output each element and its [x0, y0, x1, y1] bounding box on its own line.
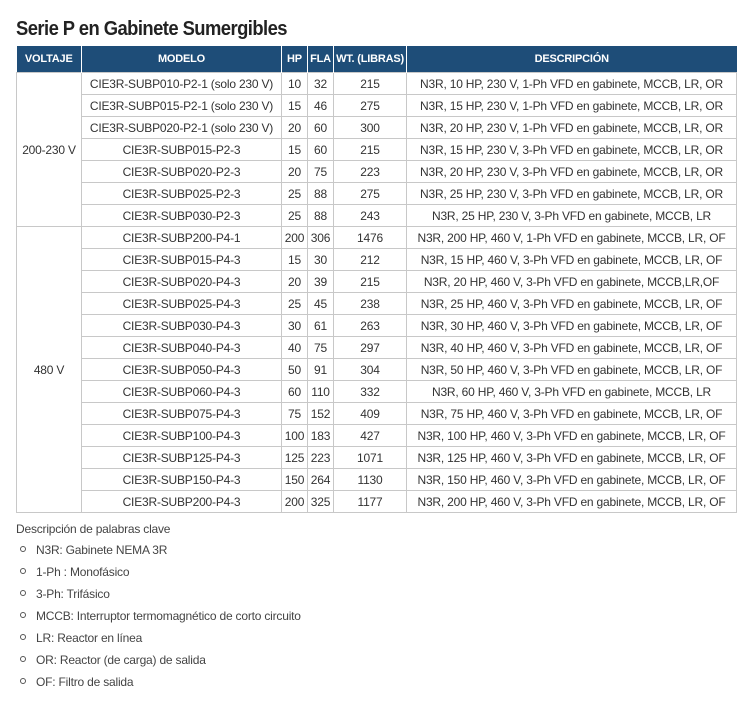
hp-cell: 200 [282, 227, 308, 249]
description-cell: N3R, 20 HP, 460 V, 3-Ph VFD en gabinete, MCCB,LR,OF [407, 271, 737, 293]
fla-cell: 39 [308, 271, 334, 293]
fla-cell: 88 [308, 183, 334, 205]
model-cell: CIE3R-SUBP025-P2-3 [82, 183, 282, 205]
weight-cell: 243 [334, 205, 407, 227]
description-cell: N3R, 200 HP, 460 V, 3-Ph VFD en gabinete, MCCB, LR, OF [407, 491, 737, 513]
fla-cell: 61 [308, 315, 334, 337]
legend-item-text: MCCB: Interruptor termomagnético de corto circuito [36, 609, 301, 623]
model-cell: CIE3R-SUBP015-P4-3 [82, 249, 282, 271]
header-voltaje: VOLTAJE [17, 46, 82, 73]
table-header-row [17, 46, 737, 73]
table-row [17, 183, 737, 205]
fla-cell: 264 [308, 469, 334, 491]
legend-item-text: 3-Ph: Trifásico [36, 587, 110, 601]
hp-cell: 30 [282, 315, 308, 337]
description-cell: N3R, 25 HP, 230 V, 3-Ph VFD en gabinete, MCCB, LR [407, 205, 737, 227]
weight-cell: 332 [334, 381, 407, 403]
description-cell: N3R, 60 HP, 460 V, 3-Ph VFD en gabinete, MCCB, LR [407, 381, 737, 403]
weight-cell: 409 [334, 403, 407, 425]
model-cell: CIE3R-SUBP060-P4-3 [82, 381, 282, 403]
hp-cell: 60 [282, 381, 308, 403]
fla-cell: 60 [308, 139, 334, 161]
hp-cell: 25 [282, 183, 308, 205]
bullet-circle-icon [20, 634, 26, 640]
weight-cell: 427 [334, 425, 407, 447]
page-title: Serie P en Gabinete Sumergibles [16, 18, 287, 40]
legend-item-text: N3R: Gabinete NEMA 3R [36, 543, 168, 557]
legend-item [16, 586, 736, 608]
description-cell: N3R, 100 HP, 460 V, 3-Ph VFD en gabinete, MCCB, LR, OF [407, 425, 737, 447]
description-cell: N3R, 150 HP, 460 V, 3-Ph VFD en gabinete, MCCB, LR, OF [407, 469, 737, 491]
bullet-circle-icon [20, 656, 26, 662]
hp-cell: 25 [282, 293, 308, 315]
header-fla: FLA [308, 46, 334, 73]
description-cell: N3R, 25 HP, 230 V, 3-Ph VFD en gabinete, MCCB, LR, OR [407, 183, 737, 205]
hp-cell: 75 [282, 403, 308, 425]
fla-cell: 60 [308, 117, 334, 139]
model-cell: CIE3R-SUBP075-P4-3 [82, 403, 282, 425]
model-cell: CIE3R-SUBP020-P2-1 (solo 230 V) [82, 117, 282, 139]
fla-cell: 32 [308, 73, 334, 95]
table-row [17, 491, 737, 513]
weight-cell: 275 [334, 183, 407, 205]
header-hp: HP [282, 46, 308, 73]
model-cell: CIE3R-SUBP030-P2-3 [82, 205, 282, 227]
fla-cell: 45 [308, 293, 334, 315]
hp-cell: 40 [282, 337, 308, 359]
fla-cell: 325 [308, 491, 334, 513]
description-cell: N3R, 10 HP, 230 V, 1-Ph VFD en gabinete, MCCB, LR, OR [407, 73, 737, 95]
header-modelo: MODELO [82, 46, 282, 73]
hp-cell: 15 [282, 249, 308, 271]
weight-cell: 238 [334, 293, 407, 315]
table-row [17, 447, 737, 469]
bullet-circle-icon [20, 678, 26, 684]
model-cell: CIE3R-SUBP200-P4-1 [82, 227, 282, 249]
table-row [17, 117, 737, 139]
table-body [17, 73, 737, 513]
weight-cell: 297 [334, 337, 407, 359]
legend-item [16, 608, 736, 630]
description-cell: N3R, 20 HP, 230 V, 1-Ph VFD en gabinete, MCCB, LR, OR [407, 117, 737, 139]
weight-cell: 275 [334, 95, 407, 117]
table-row [17, 161, 737, 183]
header-weight: WT. (LIBRAS) [334, 46, 407, 73]
legend-item-text: OF: Filtro de salida [36, 675, 134, 689]
description-cell: N3R, 25 HP, 460 V, 3-Ph VFD en gabinete, MCCB, LR, OF [407, 293, 737, 315]
table-row [17, 95, 737, 117]
legend-item [16, 652, 736, 674]
model-cell: CIE3R-SUBP015-P2-3 [82, 139, 282, 161]
table-row [17, 315, 737, 337]
hp-cell: 200 [282, 491, 308, 513]
table-row [17, 73, 737, 95]
weight-cell: 215 [334, 271, 407, 293]
table-row [17, 337, 737, 359]
weight-cell: 1476 [334, 227, 407, 249]
model-cell: CIE3R-SUBP050-P4-3 [82, 359, 282, 381]
description-cell: N3R, 30 HP, 460 V, 3-Ph VFD en gabinete, MCCB, LR, OF [407, 315, 737, 337]
weight-cell: 215 [334, 139, 407, 161]
weight-cell: 263 [334, 315, 407, 337]
description-cell: N3R, 20 HP, 230 V, 3-Ph VFD en gabinete, MCCB, LR, OR [407, 161, 737, 183]
hp-cell: 50 [282, 359, 308, 381]
table-row [17, 403, 737, 425]
hp-cell: 20 [282, 271, 308, 293]
weight-cell: 1130 [334, 469, 407, 491]
hp-cell: 150 [282, 469, 308, 491]
description-cell: N3R, 125 HP, 460 V, 3-Ph VFD en gabinete, MCCB, LR, OF [407, 447, 737, 469]
product-table [16, 46, 737, 513]
legend-item [16, 674, 736, 696]
legend-item [16, 542, 736, 564]
fla-cell: 75 [308, 337, 334, 359]
legend-item-text: LR: Reactor en línea [36, 631, 143, 645]
model-cell: CIE3R-SUBP040-P4-3 [82, 337, 282, 359]
table-row [17, 425, 737, 447]
hp-cell: 15 [282, 95, 308, 117]
legend-item-text: 1-Ph : Monofásico [36, 565, 130, 579]
description-cell: N3R, 15 HP, 460 V, 3-Ph VFD en gabinete, MCCB, LR, OF [407, 249, 737, 271]
model-cell: CIE3R-SUBP030-P4-3 [82, 315, 282, 337]
legend-item [16, 630, 736, 652]
description-cell: N3R, 15 HP, 230 V, 1-Ph VFD en gabinete, MCCB, LR, OR [407, 95, 737, 117]
weight-cell: 304 [334, 359, 407, 381]
hp-cell: 20 [282, 117, 308, 139]
table-row [17, 293, 737, 315]
legend-item-text: OR: Reactor (de carga) de salida [36, 653, 206, 667]
weight-cell: 215 [334, 73, 407, 95]
fla-cell: 223 [308, 447, 334, 469]
table-row [17, 381, 737, 403]
table-row [17, 469, 737, 491]
fla-cell: 152 [308, 403, 334, 425]
hp-cell: 15 [282, 139, 308, 161]
header-descripcion: DESCRIPCIÓN [407, 46, 737, 73]
table-row [17, 139, 737, 161]
fla-cell: 30 [308, 249, 334, 271]
description-cell: N3R, 50 HP, 460 V, 3-Ph VFD en gabinete, MCCB, LR, OF [407, 359, 737, 381]
legend-list [16, 542, 736, 696]
bullet-circle-icon [20, 546, 26, 552]
weight-cell: 223 [334, 161, 407, 183]
fla-cell: 88 [308, 205, 334, 227]
voltage-cell: 200-230 V [17, 73, 82, 227]
model-cell: CIE3R-SUBP100-P4-3 [82, 425, 282, 447]
bullet-circle-icon [20, 568, 26, 574]
model-cell: CIE3R-SUBP125-P4-3 [82, 447, 282, 469]
hp-cell: 125 [282, 447, 308, 469]
fla-cell: 46 [308, 95, 334, 117]
bullet-circle-icon [20, 590, 26, 596]
hp-cell: 100 [282, 425, 308, 447]
description-cell: N3R, 200 HP, 460 V, 1-Ph VFD en gabinete, MCCB, LR, OF [407, 227, 737, 249]
hp-cell: 25 [282, 205, 308, 227]
model-cell: CIE3R-SUBP200-P4-3 [82, 491, 282, 513]
hp-cell: 10 [282, 73, 308, 95]
hp-cell: 20 [282, 161, 308, 183]
model-cell: CIE3R-SUBP020-P2-3 [82, 161, 282, 183]
model-cell: CIE3R-SUBP025-P4-3 [82, 293, 282, 315]
fla-cell: 183 [308, 425, 334, 447]
bullet-circle-icon [20, 612, 26, 618]
fla-cell: 110 [308, 381, 334, 403]
fla-cell: 75 [308, 161, 334, 183]
weight-cell: 1071 [334, 447, 407, 469]
fla-cell: 91 [308, 359, 334, 381]
table-row [17, 227, 737, 249]
table-row [17, 205, 737, 227]
table-row [17, 271, 737, 293]
voltage-cell: 480 V [17, 227, 82, 513]
model-cell: CIE3R-SUBP010-P2-1 (solo 230 V) [82, 73, 282, 95]
legend-item [16, 564, 736, 586]
description-cell: N3R, 40 HP, 460 V, 3-Ph VFD en gabinete, MCCB, LR, OF [407, 337, 737, 359]
legend-title: Descripción de palabras clave [16, 522, 171, 536]
weight-cell: 1177 [334, 491, 407, 513]
model-cell: CIE3R-SUBP015-P2-1 (solo 230 V) [82, 95, 282, 117]
table-row [17, 359, 737, 381]
model-cell: CIE3R-SUBP020-P4-3 [82, 271, 282, 293]
keyword-legend [16, 522, 736, 696]
table-row [17, 249, 737, 271]
description-cell: N3R, 75 HP, 460 V, 3-Ph VFD en gabinete, MCCB, LR, OF [407, 403, 737, 425]
weight-cell: 212 [334, 249, 407, 271]
model-cell: CIE3R-SUBP150-P4-3 [82, 469, 282, 491]
fla-cell: 306 [308, 227, 334, 249]
weight-cell: 300 [334, 117, 407, 139]
description-cell: N3R, 15 HP, 230 V, 3-Ph VFD en gabinete, MCCB, LR, OR [407, 139, 737, 161]
